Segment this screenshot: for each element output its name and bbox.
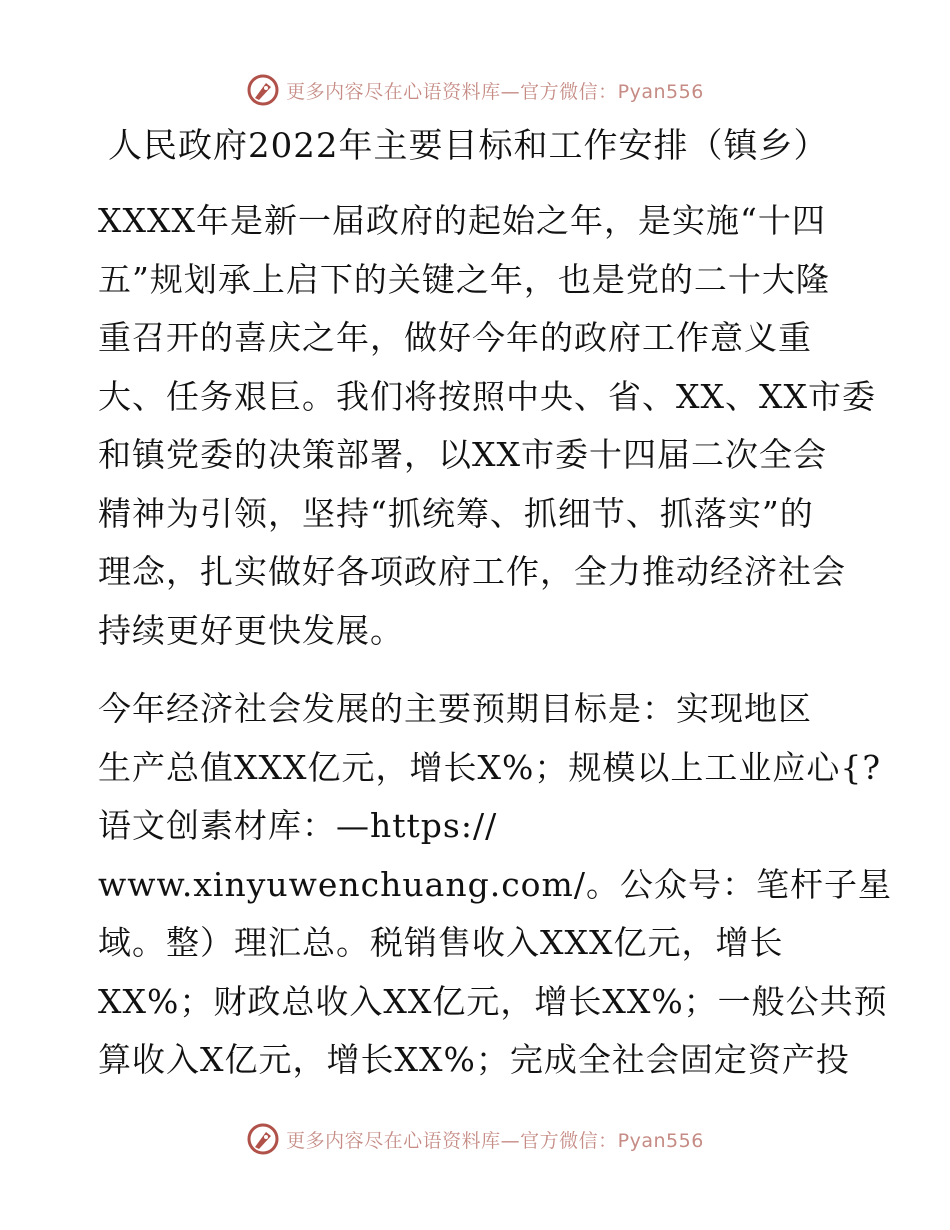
- text-line: 生产总值XXX亿元，增长X%；规模以上工业应心{?: [98, 747, 882, 787]
- text-line: XXXX年是新一届政府的起始之年，是实施“十四: [98, 201, 826, 240]
- text-line: 语文创素材库：—https://: [98, 806, 498, 845]
- watermark-text: 更多内容尽在心语资料库—官方微信：Pyan556: [286, 1129, 704, 1152]
- text-line: 和镇党委的决策部署，以XX市委十四届二次全会: [98, 435, 827, 474]
- text-line: 重召开的喜庆之年，做好今年的政府工作意义重: [98, 318, 812, 357]
- text-line: 算收入X亿元，增长XX%；完成全社会固定资产投: [98, 1040, 850, 1079]
- text-line: www.xinyuwenchuang.com/。公众号：笔杆子星: [98, 864, 892, 904]
- text-line: 大、任务艰巨。我们将按照中央、省、XX、XX市委: [98, 376, 876, 416]
- document-title: 人民政府2022年主要目标和工作安排（镇乡）: [108, 126, 829, 166]
- watermark-banner-top: [0, 70, 950, 110]
- watermark-banner-bottom: [0, 1119, 950, 1159]
- paragraph-intro: [98, 192, 876, 660]
- pen-nib-circle-icon: [246, 73, 280, 107]
- text-line: 域。整）理汇总。税销售收入XXX亿元，增长: [98, 923, 784, 962]
- watermark-text: 更多内容尽在心语资料库—官方微信：Pyan556: [286, 80, 704, 103]
- text-line: 持续更好更快发展。: [98, 610, 404, 650]
- text-line: 精神为引领，坚持“抓统筹、抓细节、抓落实”的: [98, 493, 814, 533]
- text-line: XX%；财政总收入XX亿元，增长XX%；一般公共预: [98, 981, 888, 1021]
- pen-nib-circle-icon: [246, 1122, 280, 1156]
- paragraph-targets: [98, 680, 892, 1090]
- text-line: 理念，扎实做好各项政府工作，全力推动经济社会: [98, 552, 846, 591]
- text-line: 五”规划承上启下的关键之年，也是党的二十大隆: [98, 259, 830, 299]
- text-line: 今年经济社会发展的主要预期目标是：实现地区: [98, 689, 812, 728]
